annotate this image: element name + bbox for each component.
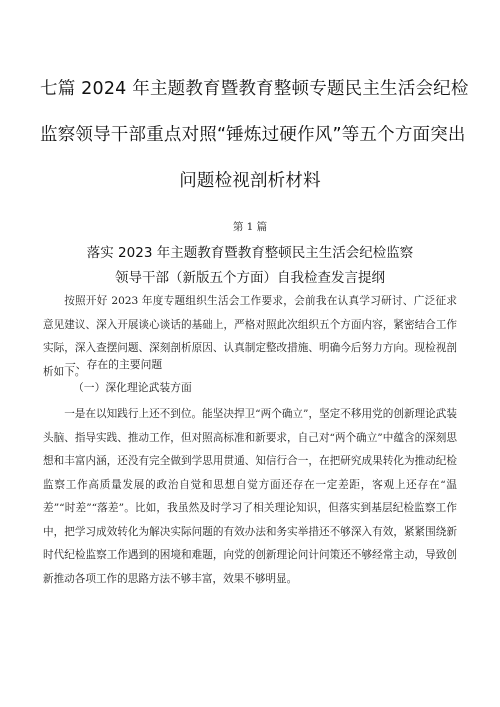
subtitle-line-1: 落实 2023 年主题教育暨教育整顿民主生活会纪检监察 (86, 245, 414, 261)
part-label: 第 1 篇 (232, 221, 268, 233)
main-paragraph: 一是在以知践行上还不到位。能坚决捍卫“两个确立”，坚定不移用党的创新理论武装头脑、指导实践、推动工作，但对照高标准和新要求，自己对“两个确立”中蕴含的深刻思想和丰富内涵，还没有完全做到学思用贯通、知信行合一，在把研究成果转化为推动纪检监察工作高质量发展的政治自觉和思想自觉方面还存在一定差距，客观上还存在“温差”“时差”“落差”。比如，我虽然及时学习了相关理论知识，但落实到基层纪检监察工作中，把学习成效转化为解决实际问题的有效办法和务实举措还不够深入有效，紧紧围绕新时代纪检监察工作遇到的困境和难题，向党的创新理论问计问策还不够经常主动，导致创新推动各项工作的思路方法不够丰富，效果不够明显。 (43, 408, 457, 585)
intro-paragraph: 按照开好 2023 年度专题组织生活会工作要求，会前我在认真学习研讨、广泛征求意见建议、深入开展谈心谈话的基础上，严格对照此次组织五个方面内容，紧密结合工作实际，深入查摆问题、深刻剖析原因、认真制定整改措施、明确今后努力方向。现检视剖析如下。 (43, 295, 457, 378)
subsection-heading: （一）深化理论武装方面 (73, 381, 192, 394)
subtitle-line-2: 领导干部（新版五个方面）自我检查发言提纲 (115, 270, 385, 286)
main-paragraph-block (43, 403, 457, 591)
document-title-line-3: 问题检视剖析材料 (179, 171, 321, 191)
document-title-line-1: 七篇 2024 年主题教育暨教育整顿专题民主生活会纪检 (40, 79, 469, 99)
document-title-line-2: 监察领导干部重点对照“锤炼过硬作风”等五个方面突出 (40, 125, 466, 145)
section-heading: 一、存在的主要问题 (65, 358, 163, 371)
